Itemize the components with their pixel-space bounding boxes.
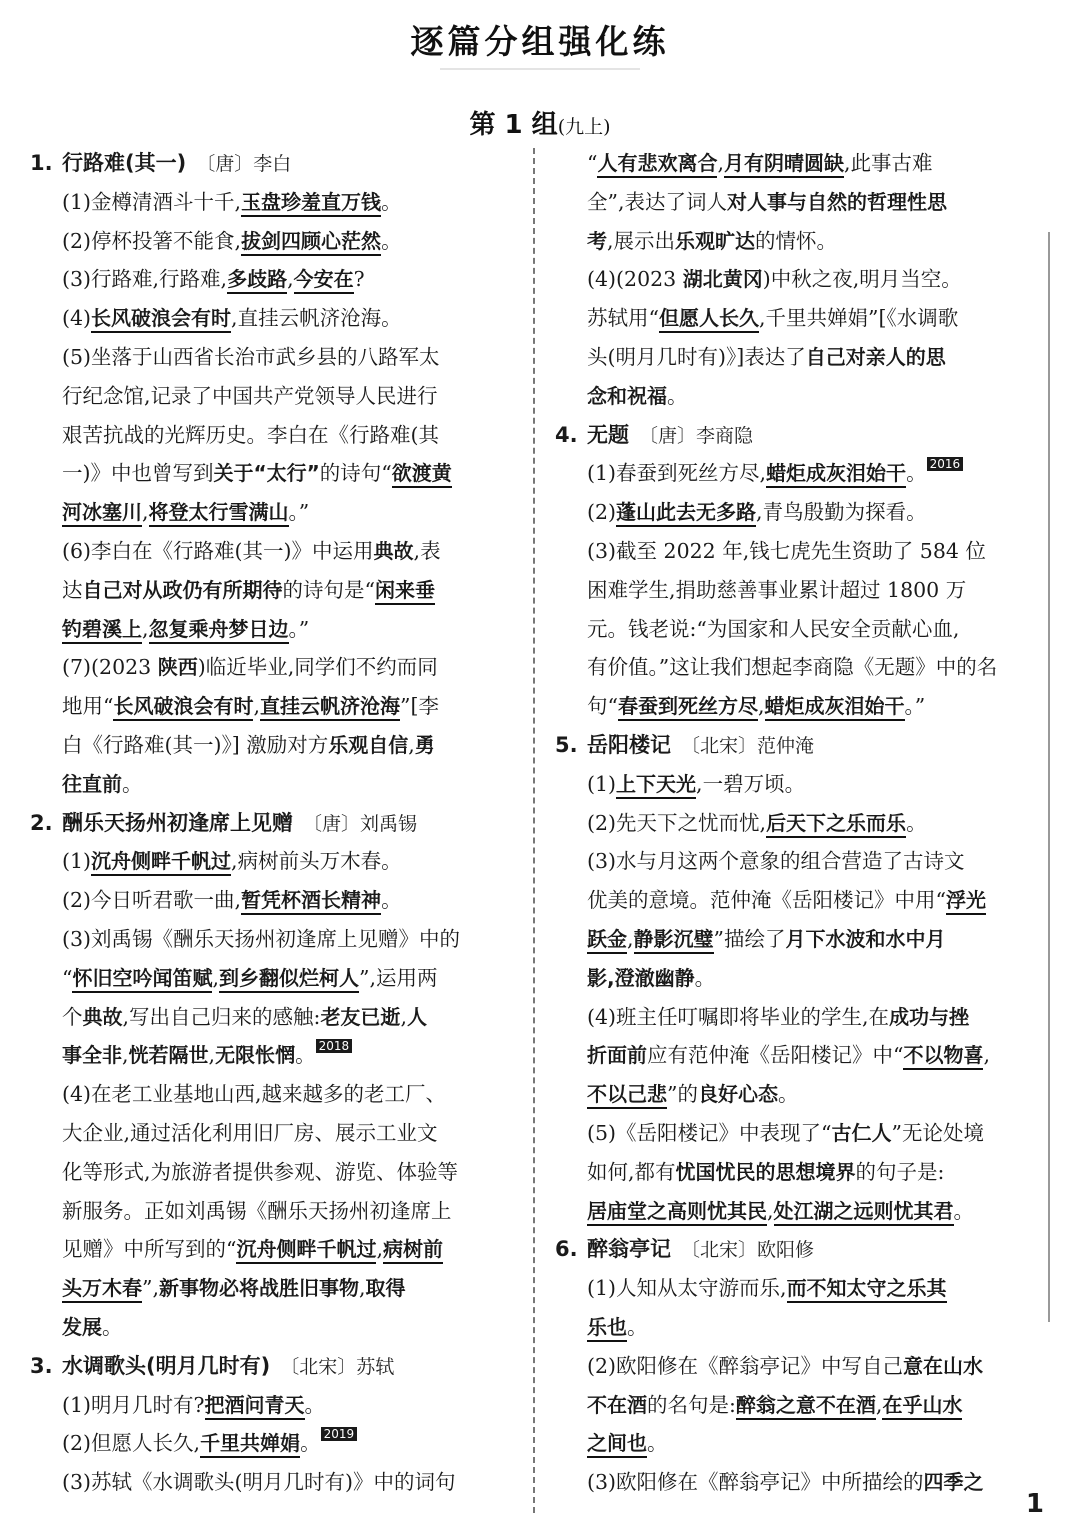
poem-author: 〔北宋〕苏轼 — [280, 1355, 395, 1378]
key-answer: 居庙堂之高则忧其民 — [587, 1199, 767, 1226]
text-line — [555, 804, 1043, 843]
key-point: 勇 — [414, 732, 435, 757]
text-line — [30, 1463, 524, 1502]
key-point: 陕西 — [157, 655, 198, 680]
poem-number: 3. — [30, 1353, 53, 1378]
key-answer: 钓碧溪上 — [62, 617, 142, 644]
text-segment: ,青鸟殷勤为探看。 — [756, 500, 927, 525]
column-divider — [533, 148, 535, 1513]
text-line — [555, 1075, 1043, 1114]
key-answer: 月有阴晴圆缺 — [724, 151, 844, 178]
text-segment: (7)(2023 — [62, 655, 158, 680]
text-line — [30, 1269, 524, 1308]
text-segment: (1)金樽清酒斗十千, — [62, 189, 242, 214]
text-segment: 。 — [694, 965, 716, 990]
poem-title: 醉翁亭记 — [587, 1237, 671, 1262]
text-segment: ”的 — [667, 1082, 698, 1107]
text-segment: 。 — [906, 810, 927, 835]
text-segment: , — [376, 1237, 384, 1262]
key-answer: 但愿人长久 — [659, 306, 759, 333]
text-line — [555, 222, 1043, 261]
key-point: 考 — [587, 228, 607, 253]
poem-heading — [30, 804, 524, 843]
key-point: 事全非 — [62, 1043, 122, 1068]
text-segment: 大企业,通过活化利用旧厂房、展示工业文 — [62, 1120, 438, 1145]
text-line — [30, 881, 524, 920]
text-segment: ,千里共婵娟”[《水调歌 — [758, 306, 959, 331]
text-line — [30, 1308, 524, 1347]
key-answer: 直挂云帆济沧海 — [260, 694, 400, 721]
text-line — [555, 144, 1043, 183]
text-line — [555, 959, 1043, 998]
key-point: 取得 — [365, 1276, 406, 1301]
poem-author: 〔唐〕李商隐 — [639, 424, 754, 447]
text-segment: 见赠》中所写到的“ — [62, 1237, 237, 1262]
key-answer: 乐也 — [587, 1315, 627, 1342]
key-answer: 怀旧空吟闻笛赋 — [72, 966, 212, 993]
text-segment: (2)停杯投箸不能食, — [62, 228, 242, 253]
poem-heading — [555, 1230, 1043, 1269]
text-line — [555, 1386, 1043, 1425]
key-point: 自己对亲人的思 — [805, 344, 946, 369]
group-subtitle: (九上) — [557, 116, 611, 138]
text-segment: ”无论处境 — [891, 1120, 985, 1145]
text-line — [555, 881, 1043, 920]
key-point: 折面前 — [587, 1043, 647, 1068]
key-answer: 暂凭杯酒长精神 — [241, 888, 381, 915]
key-answer: 长风破浪会有时 — [113, 694, 253, 721]
poem-heading — [30, 1347, 524, 1386]
key-answer: 长风破浪会有时 — [91, 306, 231, 333]
text-segment: 。 — [627, 1314, 648, 1339]
text-segment: (2) — [587, 500, 617, 525]
text-line — [30, 842, 524, 881]
text-line — [555, 610, 1043, 649]
text-segment: 优美的意境。范仲淹《岳阳楼记》中用“ — [587, 888, 946, 913]
text-segment: 达 — [62, 577, 83, 602]
text-segment: 艰苦抗战的光辉历史。李白在《行路难(其 — [62, 422, 439, 447]
text-line — [555, 1347, 1043, 1386]
title-decoration — [440, 68, 640, 70]
text-segment: , — [627, 926, 634, 951]
text-segment: , — [400, 1004, 407, 1029]
poem-title: 无题 — [587, 422, 629, 447]
text-segment: 困难学生,捐助慈善事业累计超过 1800 万 — [587, 577, 967, 602]
key-point: 良好心态 — [697, 1082, 778, 1107]
text-segment: 。” — [288, 616, 310, 641]
text-segment: 。 — [667, 383, 688, 408]
text-line — [555, 1463, 1043, 1502]
key-answer: 后天下之乐而乐 — [766, 811, 906, 838]
text-segment: , — [983, 1043, 991, 1068]
left-column — [30, 144, 524, 1502]
text-line — [555, 260, 1043, 299]
text-segment: 。 — [102, 1314, 123, 1339]
key-point: 无限怅惘 — [215, 1043, 296, 1068]
key-answer: 醉翁之意不在酒 — [736, 1393, 876, 1420]
key-answer: 玉盘珍羞直万钱 — [241, 190, 381, 217]
key-point: 关于“太行” — [213, 461, 320, 486]
poem-number: 1. — [30, 151, 53, 175]
key-point: 发展 — [62, 1314, 102, 1339]
text-line — [555, 1036, 1043, 1075]
key-answer: 跃金 — [587, 927, 627, 954]
poem-author: 〔唐〕刘禹锡 — [303, 812, 418, 835]
poem-author: 〔唐〕李白 — [196, 153, 292, 175]
key-answer: 处江湖之远则忧其君 — [774, 1199, 954, 1226]
text-segment: 。 — [647, 1431, 668, 1456]
text-segment: 个 — [62, 1004, 83, 1029]
text-segment: , — [757, 694, 765, 719]
text-segment: (5)坐落于山西省长治市武乡县的八路军太 — [62, 344, 440, 369]
poem-number: 2. — [30, 810, 53, 835]
key-answer: 之间也 — [587, 1431, 647, 1458]
key-answer: 拔剑四顾心茫然 — [241, 229, 381, 256]
text-segment: (5)《岳阳楼记》中表现了“ — [587, 1120, 832, 1145]
text-segment: 。 — [304, 1392, 326, 1417]
text-line — [30, 377, 524, 416]
text-segment: 的名句是: — [647, 1392, 736, 1417]
text-line — [30, 687, 524, 726]
text-segment: )临近毕业,同学们不约而同 — [197, 655, 438, 680]
key-answer: 将登太行雪满山 — [149, 500, 289, 527]
text-segment: ”,运用两 — [359, 965, 438, 990]
text-segment: 的句子是: — [855, 1159, 945, 1184]
key-answer: 多歧路 — [227, 267, 287, 294]
text-segment: 行纪念馆,记录了中国共产党领导人民进行 — [62, 383, 438, 408]
text-segment: ”[李 — [400, 694, 439, 719]
text-line — [555, 571, 1043, 610]
key-answer: 沉舟侧畔千帆过 — [91, 849, 231, 876]
text-segment: “ — [587, 151, 598, 175]
text-line — [30, 648, 524, 687]
text-line — [555, 1153, 1043, 1192]
text-line — [30, 1036, 524, 1075]
text-line — [30, 183, 524, 222]
text-segment: (4)(2023 — [587, 267, 683, 292]
text-segment: 一)》中也曾写到 — [62, 461, 214, 486]
text-line — [30, 1114, 524, 1153]
key-answer: 欲渡黄 — [392, 461, 452, 488]
text-segment: 的诗句是“ — [282, 577, 375, 602]
key-point: 老友已逝 — [320, 1004, 401, 1029]
text-segment: (2)但愿人长久, — [62, 1431, 201, 1456]
text-line — [30, 610, 524, 649]
text-segment: ,表 — [413, 538, 441, 563]
text-line — [555, 183, 1043, 222]
text-segment: 。” — [904, 694, 926, 719]
text-segment: (4)班主任叮嘱即将毕业的学生,在 — [587, 1004, 890, 1029]
text-segment: (2)先天下之忧而忧, — [587, 810, 767, 835]
key-point: 对人事与自然的哲理性思 — [727, 189, 947, 214]
poem-heading — [30, 144, 524, 183]
text-segment: , — [253, 694, 261, 719]
poem-number: 5. — [555, 732, 578, 757]
text-segment: 。 — [381, 888, 402, 913]
key-answer: 蓬山此去无多路 — [616, 500, 756, 527]
key-point: 典故 — [82, 1004, 123, 1029]
key-point: 典故 — [373, 538, 414, 563]
text-segment: (1)春蚕到死丝方尽, — [587, 461, 767, 486]
key-point: 四季之 — [923, 1470, 984, 1495]
key-point: 人 — [406, 1004, 427, 1029]
text-line — [30, 571, 524, 610]
text-segment: 有价值。”这让我们想起李商隐《无题》中的名 — [587, 655, 998, 680]
key-point: 湖北黄冈 — [682, 267, 763, 292]
text-segment: 元。钱老说:“为国家和人民安全贡献心血, — [587, 616, 960, 641]
text-segment: ? — [353, 267, 365, 292]
text-segment: 地用“ — [62, 694, 114, 719]
key-answer: 头万木春 — [62, 1276, 142, 1303]
key-answer: 沉舟侧畔千帆过 — [236, 1237, 376, 1264]
poem-title: 水调歌头(明月几时有) — [62, 1353, 271, 1378]
text-segment: 头(明月几时有)》]表达了 — [587, 344, 806, 369]
text-segment: , — [767, 1198, 774, 1223]
margin-rule — [1048, 232, 1050, 1322]
text-segment: 。 — [122, 771, 143, 796]
text-segment: 新服务。正如刘禹锡《酬乐天扬州初逢席上 — [62, 1198, 452, 1223]
text-line — [30, 1424, 524, 1463]
key-point: 自己对从政仍有所期待 — [82, 577, 283, 602]
poem-title: 行路难(其一) — [62, 151, 187, 175]
group-label: 第 1 组 — [469, 110, 558, 140]
text-line — [30, 1153, 524, 1192]
text-segment: ,写出自己归来的感触: — [122, 1004, 321, 1029]
text-segment: , — [142, 616, 149, 641]
text-line — [30, 726, 524, 765]
text-line — [30, 493, 524, 532]
text-line — [30, 416, 524, 455]
poem-heading — [555, 416, 1043, 455]
key-point: 念和祝福 — [587, 383, 667, 408]
poem-number: 4. — [555, 422, 578, 447]
text-segment: (3)水与月这两个意象的组合营造了古诗文 — [587, 849, 965, 874]
text-line — [555, 1308, 1043, 1347]
text-segment: 。 — [381, 189, 402, 214]
text-segment: ,展示出 — [607, 228, 676, 253]
text-segment: , — [287, 267, 294, 292]
text-segment: 。 — [777, 1082, 799, 1107]
text-line — [30, 1192, 524, 1231]
year-tag: 2016 — [927, 457, 964, 471]
text-segment: 。 — [906, 461, 927, 486]
text-segment: 。 — [381, 228, 402, 253]
key-answer: 静影沉璧 — [634, 927, 714, 954]
poem-heading — [555, 726, 1043, 765]
text-segment: , — [875, 1392, 883, 1417]
text-line — [30, 338, 524, 377]
key-answer: 到乡翻似烂柯人 — [219, 966, 359, 993]
group-heading — [0, 104, 1080, 141]
key-point: 影,澄澈幽静 — [587, 965, 695, 990]
text-line — [555, 1192, 1043, 1231]
text-segment: (6)李白在《行路难(其一)》中运用 — [62, 538, 374, 563]
key-answer: 闲来垂 — [375, 578, 435, 605]
text-segment: 。” — [288, 500, 310, 525]
key-answer: 把酒问青天 — [205, 1393, 305, 1420]
text-segment: ,此事古难 — [844, 151, 933, 175]
right-column — [555, 144, 1043, 1502]
key-answer: 河冰塞川 — [62, 500, 142, 527]
text-line — [30, 1075, 524, 1114]
text-segment: (2)欧阳修在《醉翁亭记》中写自己 — [587, 1353, 904, 1378]
text-segment: ,一碧万顷。 — [696, 771, 806, 796]
text-line — [555, 998, 1043, 1037]
text-line — [30, 299, 524, 338]
text-line — [30, 532, 524, 571]
key-answer: 而不知太守之乐其 — [787, 1276, 947, 1303]
text-segment: 全”,表达了词人 — [587, 189, 727, 214]
text-line — [30, 222, 524, 261]
text-segment: , — [212, 965, 220, 990]
text-segment: , — [408, 732, 415, 757]
key-point: 成功与挫 — [889, 1004, 970, 1029]
year-tag: 2019 — [321, 1427, 358, 1441]
key-answer: 上下天光 — [616, 772, 696, 799]
poem-author: 〔北宋〕欧阳修 — [681, 1239, 815, 1262]
poem-title: 岳阳楼记 — [587, 732, 671, 757]
text-segment: (2)今日听君歌一曲, — [62, 888, 242, 913]
text-line — [30, 765, 524, 804]
key-point: 恍若隔世 — [128, 1043, 209, 1068]
key-point: 忧国忧民的思想境界 — [675, 1159, 856, 1184]
text-line — [30, 260, 524, 299]
key-point: 新事物必将战胜旧事物 — [159, 1276, 359, 1301]
text-segment: (1) — [62, 849, 92, 874]
key-point: 不在酒 — [587, 1392, 647, 1417]
text-segment: ,直挂云帆济沧海。 — [231, 306, 402, 331]
text-segment: (3)苏轼《水调歌头(明月几时有)》中的词句 — [62, 1470, 456, 1495]
key-answer: 今安在 — [294, 267, 354, 294]
key-answer: 忽复乘舟梦日边 — [149, 617, 289, 644]
key-answer: 蜡炬成灰泪始干 — [765, 694, 905, 721]
text-segment: “ — [62, 965, 73, 990]
key-answer: 不以物喜 — [903, 1043, 983, 1070]
year-tag: 2018 — [316, 1039, 353, 1053]
text-line — [555, 299, 1043, 338]
text-segment: 白《行路难(其一)》] 激励对方 — [62, 732, 329, 757]
text-segment: (3)欧阳修在《醉翁亭记》中所描绘的 — [587, 1470, 924, 1495]
poem-title: 酬乐天扬州初逢席上见赠 — [62, 810, 293, 835]
key-answer: 在乎山水 — [882, 1393, 962, 1420]
text-segment: ”, — [142, 1276, 159, 1301]
text-line — [555, 377, 1043, 416]
poem-author: 〔北宋〕范仲淹 — [681, 734, 815, 757]
key-answer: 浮光 — [946, 888, 986, 915]
text-segment: , — [717, 151, 725, 175]
text-line — [555, 920, 1043, 959]
text-segment: 。 — [295, 1043, 316, 1068]
text-segment: 。 — [300, 1431, 321, 1456]
key-answer: 蜡炬成灰泪始干 — [766, 461, 906, 488]
text-segment: (1) — [587, 771, 617, 796]
text-segment: 的情怀。 — [755, 228, 838, 253]
text-line — [555, 648, 1043, 687]
poem-number: 6. — [555, 1237, 578, 1262]
text-line — [30, 454, 524, 493]
text-segment: 苏轼用“ — [587, 306, 659, 331]
page-number: 1 — [1025, 1489, 1044, 1519]
text-segment: 句“ — [587, 694, 618, 719]
key-answer: 春蚕到死丝方尽 — [618, 694, 758, 721]
text-line — [555, 493, 1043, 532]
text-segment: 化等形式,为旅游者提供参观、游览、体验等 — [62, 1159, 459, 1184]
text-line — [30, 959, 524, 998]
text-line — [30, 998, 524, 1037]
text-line — [555, 1114, 1043, 1153]
key-point: 意在山水 — [903, 1353, 984, 1378]
text-segment: , — [359, 1276, 366, 1301]
text-segment: 如何,都有 — [587, 1159, 676, 1184]
text-line — [555, 842, 1043, 881]
text-segment: (4)在老工业基地山西,越来越多的老工厂、 — [62, 1082, 447, 1107]
text-line — [30, 920, 524, 959]
text-line — [555, 687, 1043, 726]
text-segment: ”描绘了 — [713, 926, 786, 951]
page-title: 逐篇分组强化练 — [410, 22, 670, 61]
text-segment: 应有范仲淹《岳阳楼记》中“ — [647, 1043, 904, 1068]
text-segment: , — [208, 1043, 216, 1068]
text-line — [555, 1424, 1043, 1463]
key-point: 往直前 — [62, 771, 122, 796]
text-segment: )中秋之夜,明月当空。 — [762, 267, 962, 292]
key-point: 古仁人 — [831, 1120, 892, 1145]
key-point: 月下水波和水中月 — [785, 926, 946, 951]
text-segment: (3)刘禹锡《酬乐天扬州初逢席上见赠》中的 — [62, 926, 461, 951]
text-segment: 。 — [953, 1198, 975, 1223]
key-point: 乐观自信 — [328, 732, 409, 757]
text-line — [555, 1269, 1043, 1308]
text-line — [555, 532, 1043, 571]
key-answer: 人有悲欢离合 — [597, 151, 717, 178]
text-segment: , — [142, 500, 149, 525]
text-line — [30, 1230, 524, 1269]
key-answer: 病树前 — [383, 1237, 443, 1264]
text-line — [555, 765, 1043, 804]
text-line — [30, 1386, 524, 1425]
text-segment: (1)人知从太守游而乐, — [587, 1276, 787, 1301]
text-segment: (4) — [62, 306, 92, 331]
text-segment: ,病树前头万木春。 — [231, 849, 402, 874]
key-answer: 不以己悲 — [587, 1082, 667, 1109]
text-line — [555, 338, 1043, 377]
text-segment: (3)行路难,行路难, — [62, 267, 228, 292]
key-answer: 千里共婵娟 — [200, 1431, 300, 1458]
text-segment: (3)截至 2022 年,钱七虎先生资助了 584 位 — [587, 538, 986, 563]
text-segment: , — [122, 1043, 129, 1068]
text-segment: (1)明月几时有? — [62, 1392, 205, 1417]
key-point: 乐观旷达 — [675, 228, 756, 253]
text-line — [555, 454, 1043, 493]
text-segment: 的诗句“ — [319, 461, 392, 486]
